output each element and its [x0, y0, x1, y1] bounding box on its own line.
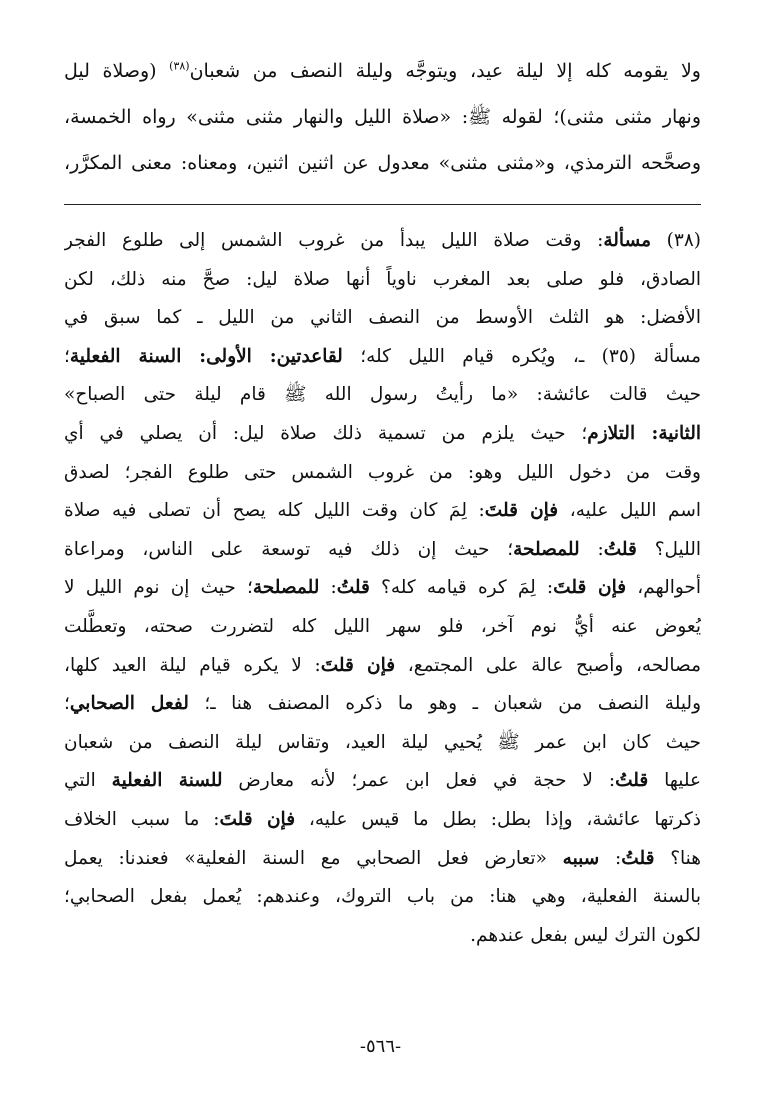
footnote-text — [64, 222, 701, 955]
footnote-text-segment: ؛ — [64, 345, 70, 367]
footnote-text-segment: : لا حجة في فعل ابن عمر؛ لأنه معارض — [222, 770, 616, 792]
footnote-bold-term: فإن قلتَ — [484, 500, 559, 522]
footnote-bold-term: فإن قلتَ — [553, 577, 627, 599]
footnote-text-segment: ؛ حيث إن ذلك فيه توسعة على الناس، ومراعاة — [64, 538, 514, 560]
footnote-text-segment: اسم الليل عليه، — [558, 500, 701, 522]
footnote-text-segment: عليها — [648, 770, 701, 792]
footnote-line — [64, 917, 701, 956]
footnote-line — [64, 492, 701, 531]
main-line — [64, 48, 701, 94]
footnote-bold-term: مسألة — [603, 230, 651, 251]
main-line-text: (وصلاة ليل — [64, 60, 157, 82]
footnote-text-segment: : — [319, 577, 337, 599]
footnote-text-segment: : ما سبب الخلاف — [64, 808, 220, 830]
footnote-text-segment: : لِمَ كره قيامه كله؟ — [369, 577, 554, 599]
footnote-text-segment: ؛ — [64, 693, 70, 715]
footnote-bold-term: لقاعدتين: الأولى: السنة الفعلية — [69, 345, 343, 367]
footnote-text-segment: «تعارض فعل الصحابي مع السنة الفعلية» فعندنا: يعمل — [64, 847, 563, 869]
footnote-divider — [64, 204, 701, 205]
footnote-bold-term: للسنة الفعلية — [111, 770, 223, 792]
footnote-line — [64, 608, 701, 647]
footnote-line — [64, 338, 701, 377]
footnote-line — [64, 454, 701, 493]
footnote-text-segment: التي — [64, 770, 112, 792]
footnote-text-segment: هنا؟ — [654, 847, 701, 869]
footnote-bold-term: فإن قلتَ — [219, 808, 296, 830]
footnote-text-segment: الصادق، فلو صلى بعد المغرب ناوياً أنها صلاة ليل: صحَّ منه ذلك، لكن — [64, 268, 701, 290]
footnote-text-segment: (٣٨) — [650, 230, 701, 251]
footnote-line — [64, 878, 701, 917]
footnote-bold-term: قلتُ — [615, 770, 649, 792]
footnote-text-segment: ؛ حيث يلزم من تسمية ذلك صلاة ليل: أن يصلي في أي — [64, 422, 588, 444]
footnote-text-segment: ذكرتها عائشة، وإذا بطل: بطل ما قيس عليه، — [295, 808, 701, 830]
footnote-text-segment: الأفضل: هو الثلث الأوسط من النصف الثاني من الليل ـ كما سبق في — [64, 307, 701, 329]
footnote-text-segment: : لا يكره قيام ليلة العيد كلها، — [64, 654, 321, 676]
footnote-text-segment: وليلة النصف من شعبان ـ وهو ما ذكره المصنف هنا ـ؛ — [188, 693, 701, 715]
footnote-bold-term: للمصلحة — [252, 577, 320, 599]
footnote-line — [64, 299, 701, 338]
footnote-line — [64, 647, 701, 686]
footnote-bold-term: فإن قلتَ — [320, 654, 396, 676]
footnote-line — [64, 415, 701, 454]
footnote-text-segment: مسألة (٣٥) ـ، ويُكره قيام الليل كله؛ — [342, 345, 701, 367]
main-line: ونهار مثنى مثنى)؛ لقوله ﷺ: «صلاة الليل والنهار مثنى مثنى» رواه الخمسة، — [64, 106, 701, 128]
footnote-text-segment: أحوالهم، — [626, 577, 701, 599]
footnote-bold-term: قلتُ — [336, 577, 370, 599]
footnote-line — [64, 261, 701, 300]
footnote-text-segment: لكون الترك ليس بفعل عندهم. — [470, 924, 701, 946]
footnote-text-segment: الليل؟ — [636, 538, 701, 560]
footnote-text-segment: بالسنة الفعلية، وهي هنا: من باب التروك، وعندهم: يُعمل بفعل الصحابي؛ — [64, 886, 701, 908]
footnote-text-segment: : وقت صلاة الليل يبدأ من غروب الشمس إلى طلوع الفجر — [64, 230, 604, 251]
footnote-bold-term: لفعل الصحابي — [69, 693, 189, 715]
footnote-text-segment: حيث كان ابن عمر ﷺ يُحيي ليلة العيد، وتقاس ليلة النصف من شعبان — [64, 731, 701, 753]
footnote-line — [64, 531, 701, 570]
footnote-bold-term: سببه — [562, 847, 600, 869]
footnote-text-segment: مصالحه، وأصبح عالة على المجتمع، — [395, 654, 701, 676]
footnote-text-segment: حيث قالت عائشة: «ما رأيتُ رسول الله ﷺ قام ليلة حتى الصباح» — [64, 384, 701, 406]
footnote-line — [64, 724, 701, 763]
main-text — [64, 48, 701, 186]
footnote-line — [64, 762, 701, 801]
footnote-line — [64, 222, 701, 261]
footnote-text-segment: : — [599, 847, 622, 869]
footnote-bold-term: قلتُ — [621, 847, 655, 869]
footnote-line — [64, 801, 701, 840]
footnote-text-segment: : — [579, 538, 604, 560]
footnote-text-segment: ؛ حيث إن نوم الليل لا — [64, 577, 253, 599]
footnote-bold-term: للمصلحة — [513, 538, 580, 560]
page-number: -٥٦٦- — [359, 1036, 402, 1057]
footnote-bold-term: قلتُ — [603, 538, 637, 560]
footnote-line — [64, 685, 701, 724]
footnote-line — [64, 376, 701, 415]
footnote-text-segment: يُعوض عنه أيُّ نوم آخر، فلو سهر الليل كله لتضررت صحته، وتعطَّلت — [64, 615, 701, 637]
footnote-text-segment: : لِمَ كان وقت الليل كله يصح أن تصلى فيه صلاة — [64, 500, 485, 522]
footnote-line — [64, 569, 701, 608]
footnote-reference[interactable]: (٣٨) — [169, 59, 190, 73]
footnote-line — [64, 840, 701, 879]
main-line: وصحَّحه الترمذي، و«مثنى مثنى» معدول عن اثنين اثنين، ومعناه: معنى المكرَّر، — [64, 152, 701, 174]
main-line-text: ولا يقومه كله إلا ليلة عيد، ويتوجَّه وليلة النصف من شعبان — [189, 60, 701, 82]
footnote-bold-term: الثانية: التلازم — [587, 422, 701, 444]
footnote-text-segment: وقت من دخول الليل وهو: من غروب الشمس حتى طلوع الفجر؛ لصدق — [64, 461, 701, 483]
